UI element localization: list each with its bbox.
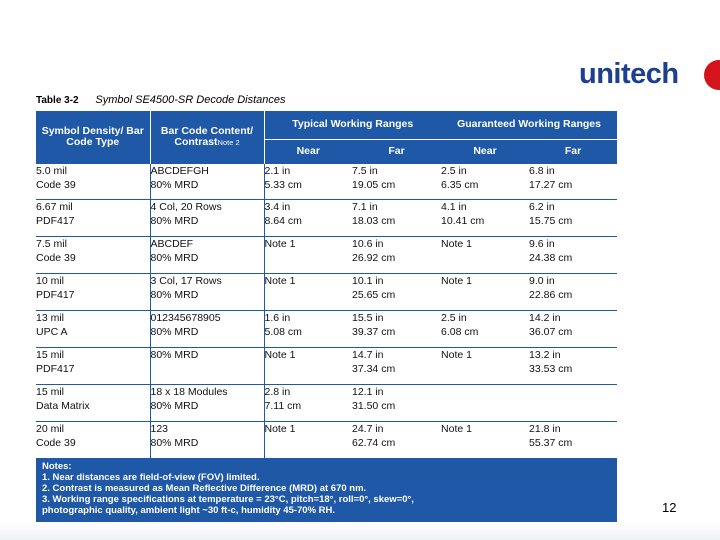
header-guaranteed-ranges: Guaranteed Working Ranges	[457, 118, 601, 131]
content-cell	[150, 199, 264, 236]
table-row	[36, 273, 617, 310]
guaranteed-far-line: 24.38 cm	[529, 252, 573, 264]
guaranteed-near-cell	[441, 163, 529, 199]
typical-far-line: 37.34 cm	[352, 363, 396, 375]
guaranteed-far-line: 15.75 cm	[529, 215, 573, 227]
content-cell	[150, 384, 264, 421]
typical-far-line: 62.74 cm	[352, 437, 396, 449]
symbol-cell	[36, 310, 150, 347]
table-notes	[42, 461, 602, 516]
typical-far-line: 14.7 in	[352, 348, 384, 361]
table-number: Table 3-2	[36, 95, 79, 106]
symbol-cell	[36, 236, 150, 273]
typical-near-cell	[264, 347, 352, 384]
header-guaranteed-far: Far	[529, 139, 617, 163]
table-row	[36, 384, 617, 421]
typical-far-cell	[352, 199, 441, 236]
table-row	[36, 347, 617, 384]
guaranteed-near-cell	[441, 199, 529, 236]
guaranteed-far-line: 9.6 in	[529, 237, 555, 250]
note-3-continued: photographic quality, ambient light ~30 ft-c, humidity 45-70% RH.	[42, 505, 336, 516]
typical-near-cell	[264, 421, 352, 458]
typical-near-line: 2.8 in	[264, 385, 291, 398]
guaranteed-near-cell	[441, 384, 529, 421]
guaranteed-far-line: 36.07 cm	[529, 326, 573, 338]
table-row	[36, 236, 617, 273]
symbol-cell	[36, 163, 150, 199]
table-row	[36, 310, 617, 347]
table-grid	[36, 111, 617, 458]
header-content-contrast: Bar Code Content/ ContrastNote 2	[150, 111, 264, 163]
guaranteed-far-line: 21.8 in	[529, 422, 561, 435]
guaranteed-near-line: 2.5 in	[441, 311, 467, 324]
typical-far-line: 7.5 in	[352, 164, 378, 177]
content-line: ABCDEFGH	[150, 164, 209, 177]
typical-near-line: Note 1	[264, 237, 296, 250]
content-cell	[150, 421, 264, 458]
content-line: 80% MRD	[150, 400, 199, 412]
symbol-line: 20 mil	[36, 422, 65, 435]
guaranteed-near-line: Note 1	[441, 274, 472, 287]
content-line: 012345678905	[150, 311, 221, 324]
content-line: 80% MRD	[150, 348, 199, 361]
note-3: 3. Working range specifications at temperature = 23°C, pitch=18°, roll=0°, skew=0°,	[42, 494, 414, 505]
table-row	[36, 199, 617, 236]
typical-far-cell	[352, 273, 441, 310]
guaranteed-far-line: 6.8 in	[529, 164, 555, 177]
guaranteed-far-cell	[529, 384, 617, 421]
typical-far-line: 31.50 cm	[352, 400, 396, 412]
symbol-line: Data Matrix	[36, 400, 90, 412]
table-caption	[36, 94, 286, 106]
typical-far-line: 15.5 in	[352, 311, 384, 324]
guaranteed-near-line: 6.35 cm	[441, 179, 479, 191]
typical-near-line: Note 1	[264, 422, 296, 435]
typical-near-line: 3.4 in	[264, 200, 291, 213]
typical-far-line: 25.65 cm	[352, 289, 396, 301]
guaranteed-far-cell	[529, 273, 617, 310]
typical-far-cell	[352, 236, 441, 273]
header-typical-far: Far	[352, 139, 441, 163]
guaranteed-far-line: 17.27 cm	[529, 179, 573, 191]
typical-far-cell	[352, 347, 441, 384]
typical-far-line: 19.05 cm	[352, 179, 396, 191]
content-cell	[150, 273, 264, 310]
guaranteed-near-cell	[441, 310, 529, 347]
symbol-line: PDF417	[36, 363, 75, 375]
symbol-cell	[36, 384, 150, 421]
symbol-line: 5.0 mil	[36, 164, 67, 177]
content-cell	[150, 310, 264, 347]
typical-far-line: 39.37 cm	[352, 326, 396, 338]
content-cell	[150, 347, 264, 384]
guaranteed-far-line: 14.2 in	[529, 311, 561, 324]
content-line: 18 x 18 Modules	[150, 385, 228, 398]
typical-far-line: 7.1 in	[352, 200, 378, 213]
content-line: 80% MRD	[150, 289, 199, 301]
typical-far-line: 18.03 cm	[352, 215, 396, 227]
logo-text: unitech	[579, 58, 679, 90]
content-line: 80% MRD	[150, 437, 199, 449]
content-line: 3 Col, 17 Rows	[150, 274, 222, 287]
symbol-line: UPC A	[36, 326, 68, 338]
guaranteed-far-line: 6.2 in	[529, 200, 555, 213]
table-row	[36, 163, 617, 199]
symbol-line: 15 mil	[36, 385, 65, 398]
guaranteed-near-line: Note 1	[441, 237, 472, 250]
typical-near-cell	[264, 163, 352, 199]
typical-far-line: 26.92 cm	[352, 252, 396, 264]
guaranteed-far-cell	[529, 421, 617, 458]
header-guaranteed-near: Near	[441, 139, 529, 163]
note-2: 2. Contrast is measured as Mean Reflective Difference (MRD) at 670 nm.	[42, 483, 367, 494]
content-line: 123	[150, 422, 169, 435]
symbol-cell	[36, 421, 150, 458]
guaranteed-far-cell	[529, 199, 617, 236]
guaranteed-far-line: 22.86 cm	[529, 289, 573, 301]
content-line: 80% MRD	[150, 326, 199, 338]
table-row	[36, 421, 617, 458]
guaranteed-near-line: Note 1	[441, 422, 472, 435]
typical-far-line: 24.7 in	[352, 422, 384, 435]
typical-near-line: 1.6 in	[264, 311, 291, 324]
symbol-cell	[36, 273, 150, 310]
guaranteed-far-cell	[529, 310, 617, 347]
guaranteed-near-line: 2.5 in	[441, 164, 467, 177]
typical-far-line: 10.6 in	[352, 237, 384, 250]
decode-distance-table	[36, 111, 617, 524]
symbol-line: Code 39	[36, 437, 76, 449]
note-1: 1. Near distances are field-of-view (FOV) limited.	[42, 472, 260, 483]
table-title: Symbol SE4500-SR Decode Distances	[95, 94, 286, 106]
header-symbol-density: Symbol Density/ Bar Code Type	[41, 124, 144, 148]
guaranteed-near-cell	[441, 421, 529, 458]
guaranteed-far-cell	[529, 236, 617, 273]
content-line: 4 Col, 20 Rows	[150, 200, 222, 213]
guaranteed-near-cell	[441, 347, 529, 384]
typical-near-line: 8.64 cm	[264, 215, 302, 227]
guaranteed-far-line: 55.37 cm	[529, 437, 573, 449]
symbol-line: 10 mil	[36, 274, 65, 287]
guaranteed-near-cell	[441, 273, 529, 310]
typical-far-cell	[352, 163, 441, 199]
content-line: 80% MRD	[150, 179, 199, 191]
header-content-note: Note 2	[217, 137, 240, 147]
symbol-line: 13 mil	[36, 311, 65, 324]
notes-heading: Notes:	[42, 461, 72, 472]
symbol-line: 6.67 mil	[36, 200, 73, 213]
typical-far-line: 12.1 in	[352, 385, 384, 398]
typical-near-cell	[264, 273, 352, 310]
symbol-line: Code 39	[36, 179, 76, 191]
typical-near-cell	[264, 310, 352, 347]
typical-far-line: 10.1 in	[352, 274, 384, 287]
content-line: 80% MRD	[150, 215, 199, 227]
slide-footer-bar	[0, 522, 720, 540]
symbol-line: PDF417	[36, 289, 75, 301]
guaranteed-near-cell	[441, 236, 529, 273]
typical-far-cell	[352, 384, 441, 421]
page-number: 12	[662, 500, 677, 515]
typical-far-cell	[352, 310, 441, 347]
typical-near-line: Note 1	[264, 274, 296, 287]
typical-near-line: 5.08 cm	[264, 326, 302, 338]
logo-mark-icon	[704, 60, 720, 90]
typical-near-cell	[264, 384, 352, 421]
symbol-cell	[36, 199, 150, 236]
typical-near-cell	[264, 236, 352, 273]
typical-near-line: 2.1 in	[264, 164, 291, 177]
guaranteed-near-line: 4.1 in	[441, 200, 467, 213]
symbol-line: 15 mil	[36, 348, 65, 361]
guaranteed-far-line: 9.0 in	[529, 274, 555, 287]
header-typical-near: Near	[264, 139, 352, 163]
guaranteed-near-line: 10.41 cm	[441, 215, 485, 227]
guaranteed-far-line: 13.2 in	[529, 348, 561, 361]
content-cell	[150, 163, 264, 199]
typical-near-cell	[264, 199, 352, 236]
guaranteed-far-cell	[529, 163, 617, 199]
typical-near-line: 7.11 cm	[264, 400, 302, 412]
typical-near-line: 5.33 cm	[264, 179, 302, 191]
content-line: 80% MRD	[150, 252, 199, 264]
symbol-line: Code 39	[36, 252, 76, 264]
typical-far-cell	[352, 421, 441, 458]
content-line: ABCDEF	[150, 237, 194, 250]
symbol-line: 7.5 mil	[36, 237, 67, 250]
guaranteed-near-line: Note 1	[441, 348, 472, 361]
symbol-cell	[36, 347, 150, 384]
typical-near-line: Note 1	[264, 348, 296, 361]
guaranteed-near-line: 6.08 cm	[441, 326, 479, 338]
content-cell	[150, 236, 264, 273]
guaranteed-far-cell	[529, 347, 617, 384]
guaranteed-far-line: 33.53 cm	[529, 363, 573, 375]
symbol-line: PDF417	[36, 215, 75, 227]
header-typical-ranges: Typical Working Ranges	[264, 111, 441, 139]
